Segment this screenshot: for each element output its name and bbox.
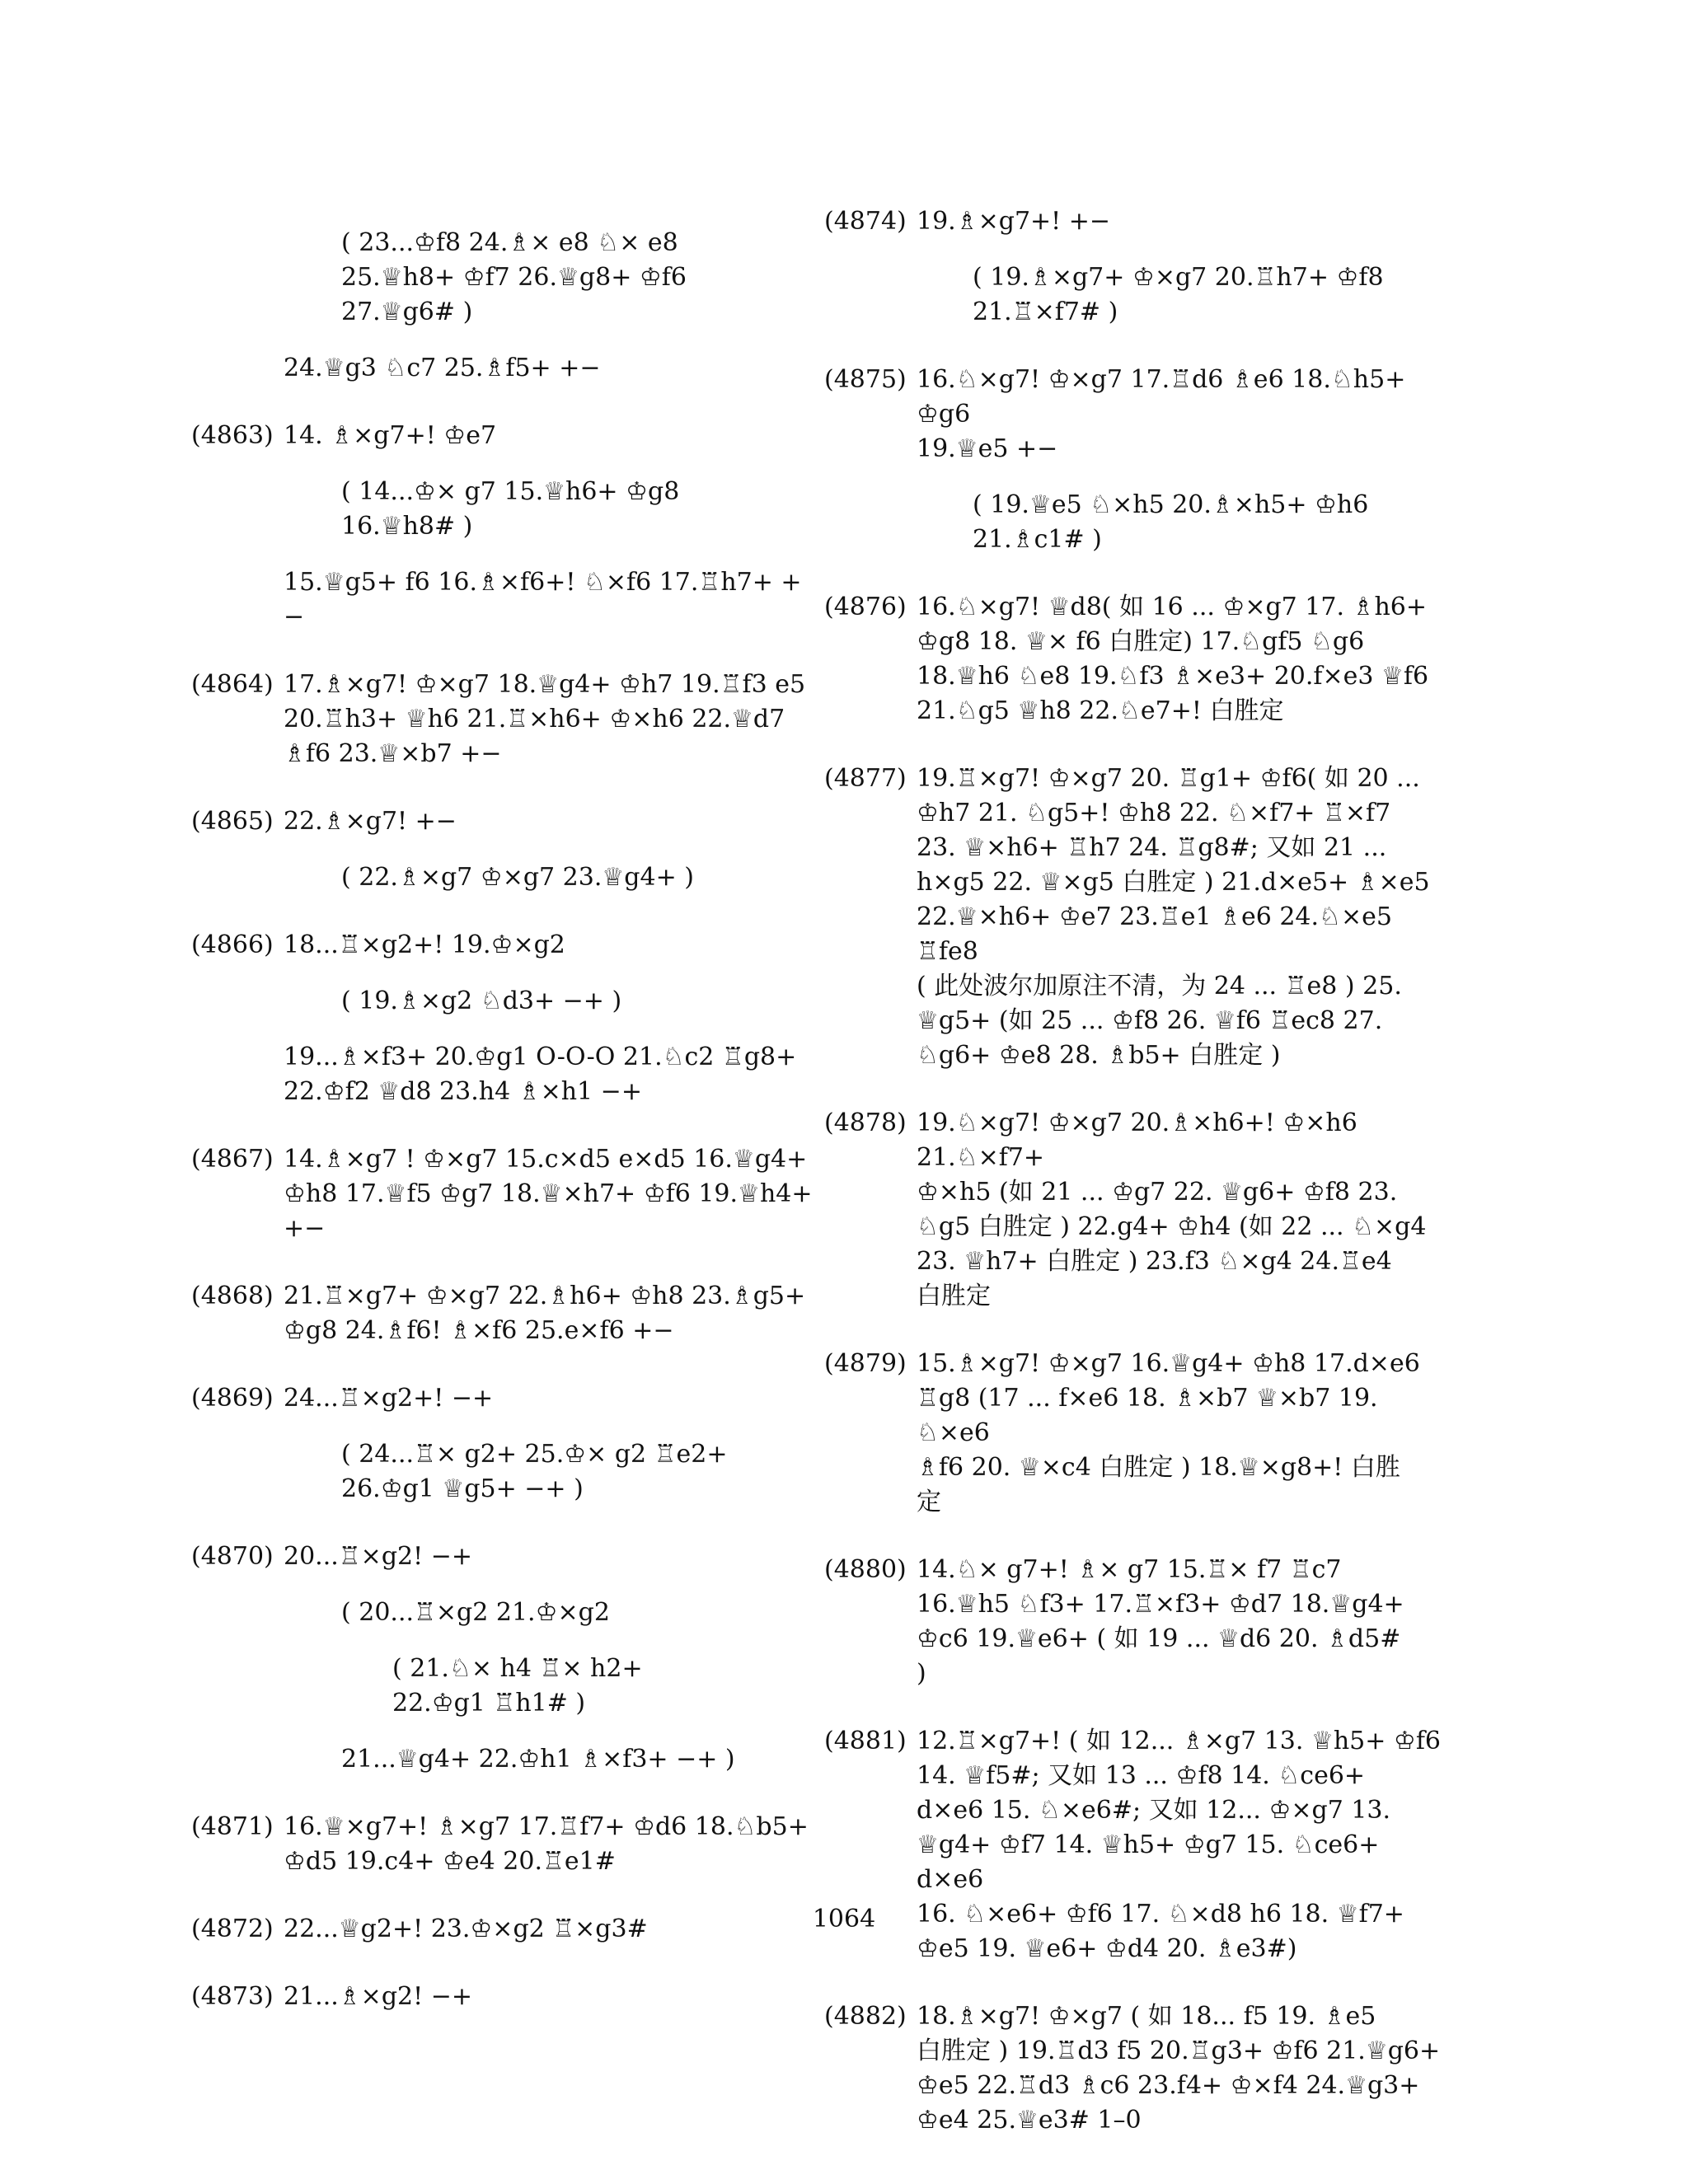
move-line: 24...♖×g2+! −+	[284, 1384, 494, 1413]
move-line: 15.♗×g7! ♔×g7 16.♕g4+ ♔h8 17.d×e6 ♖g8 (17 ... f×e6 18. ♗×b7 ♕×b7 19. ♘×e6 ♗f6 20. ♕×c4 白胜定 ) 18.♕×g8+! 白胜 定	[917, 1349, 1420, 1516]
variation-line: ( 23...♔f8 24.♗× e8 ♘× e8 25.♕h8+ ♔f7 26.♕g8+ ♔f6 27.♕g6# )	[341, 228, 687, 326]
problem-number: (4871)	[191, 1812, 274, 1841]
variation-line: ( 22.♗×g7 ♔×g7 23.♕g4+ )	[341, 863, 694, 892]
problem-number: (4882)	[824, 2002, 907, 2031]
problem-entry	[191, 1980, 818, 2014]
move-line: 16.♕×g7+! ♗×g7 17.♖f7+ ♔d6 18.♘b5+ ♔d5 19.c4+ ♔e4 20.♖e1#	[284, 1812, 809, 1876]
move-line: 19.♖×g7! ♔×g7 20. ♖g1+ ♔f6( 如 20 ... ♔h7 21. ♘g5+! ♔h8 22. ♘×f7+ ♖×f7 23. ♕×h6+ ♖h7 24. ♖g8#; 又如 21 ... h×g5 22. ♕×g5 白胜定 ) 21.d×e5+ ♗×e5 22.♕×h6+ ♔e7 23.♖e1 ♗e6 24.♘×e5 ♖fe8 ( 此处波尔加原注不清，为 24 ... ♖e8 ) 25. ♕g5+ (如 25 ... ♔f8 26. ♕f6 ♖ec8 27. ♘g6+ ♔e8 28. ♗b5+ 白胜定 )	[917, 764, 1430, 1070]
problem-entry	[824, 1553, 1451, 1691]
problem-number: (4875)	[824, 365, 907, 394]
problem-entry	[191, 668, 818, 771]
problem-number: (4870)	[191, 1542, 274, 1571]
problem-number: (4876)	[824, 593, 907, 621]
problem-number: (4880)	[824, 1555, 907, 1584]
move-line: 22.♗×g7! +−	[284, 807, 457, 836]
move-line: 21.♖×g7+ ♔×g7 22.♗h6+ ♔h8 23.♗g5+ ♔g8 24.♗f6! ♗×f6 25.e×f6 +−	[284, 1282, 806, 1345]
problem-number: (4878)	[824, 1108, 907, 1137]
problem-entry	[824, 363, 1451, 557]
move-line: 19...♗×f3+ 20.♔g1 O-O-O 21.♘c2 ♖g8+ 22.♔f2 ♕d8 23.h4 ♗×h1 −+	[284, 1043, 797, 1106]
move-line: 22...♕g2+! 23.♔×g2 ♖×g3#	[284, 1915, 648, 1943]
variation-line: 21...♕g4+ 22.♔h1 ♗×f3+ −+ )	[341, 1745, 735, 1774]
move-line: 15.♕g5+ f6 16.♗×f6+! ♘×f6 17.♖h7+ +−	[284, 568, 802, 631]
problem-entry	[191, 1540, 818, 1777]
problem-entry	[191, 1279, 818, 1348]
problem-number: (4872)	[191, 1915, 274, 1943]
move-line: 18...♖×g2+! 19.♔×g2	[284, 930, 565, 959]
move-line: 20...♖×g2! −+	[284, 1542, 472, 1571]
problem-entry	[824, 762, 1451, 1073]
right-column	[824, 204, 1451, 2171]
problem-entry	[191, 1381, 818, 1507]
problem-entry	[191, 226, 818, 386]
problem-number: (4866)	[191, 930, 274, 959]
problem-entry	[191, 1142, 818, 1246]
problem-number: (4868)	[191, 1282, 274, 1310]
problem-number: (4864)	[191, 670, 274, 699]
problem-number: (4865)	[191, 807, 274, 836]
problem-number: (4873)	[191, 1982, 274, 2011]
problem-entry	[824, 204, 1451, 330]
problem-number: (4874)	[824, 207, 907, 236]
move-line: 12.♖×g7+! ( 如 12... ♗×g7 13. ♕h5+ ♔f6 14. ♕f5#; 又如 13 ... ♔f8 14. ♘ce6+ d×e6 15. ♘×e6#; 又如 12... ♔×g7 13. ♕g4+ ♔f7 14. ♕h5+ ♔g7 15. ♘ce6+ d×e6 16. ♘×e6+ ♔f6 17. ♘×d8 h6 18. ♕f7+ ♔e5 19. ♕e6+ ♔d4 20. ♗e3#)	[917, 1727, 1442, 1963]
problem-number: (4877)	[824, 764, 907, 793]
variation-line: ( 19.♗×g2 ♘d3+ −+ )	[341, 987, 622, 1015]
problem-number: (4879)	[824, 1349, 907, 1378]
move-line: 16.♘×g7! ♔×g7 17.♖d6 ♗e6 18.♘h5+ ♔g6 19.♕e5 +−	[917, 365, 1406, 463]
move-line: 14.♘× g7+! ♗× g7 15.♖× f7 ♖c7 16.♕h5 ♘f3+ 17.♖×f3+ ♔d7 18.♕g4+ ♔c6 19.♕e6+ ( 如 19 ... ♕d6 20. ♗d5# )	[917, 1555, 1404, 1688]
problem-entry	[191, 419, 818, 635]
move-line: 18.♗×g7! ♔×g7 ( 如 18... f5 19. ♗e5 白胜定 ) 19.♖d3 f5 20.♖g3+ ♔f6 21.♕g6+ ♔e5 22.♖d3 ♗c6 23.f4+ ♔×f4 24.♕g3+ ♔e4 25.♕e3# 1–0	[917, 2002, 1441, 2135]
move-line: 19.♘×g7! ♔×g7 20.♗×h6+! ♔×h6 21.♘×f7+ ♔×h5 (如 21 ... ♔g7 22. ♕g6+ ♔f8 23. ♘g5 白胜定 ) 22.g4+ ♔h4 (如 22 ... ♘×g4 23. ♕h7+ 白胜定 ) 23.f3 ♘×g4 24.♖e4 白胜定	[917, 1108, 1427, 1310]
problem-entry	[824, 1347, 1451, 1520]
left-column	[191, 204, 818, 2047]
move-line: 19.♗×g7+! +−	[917, 207, 1111, 236]
move-line: 16.♘×g7! ♕d8( 如 16 ... ♔×g7 17. ♗h6+ ♔g8 18. ♕× f6 白胜定) 17.♘gf5 ♘g6 18.♕h6 ♘e8 19.♘f3 ♗×e3+ 20.f×e3 ♕f6 21.♘g5 ♕h8 22.♘e7+! 白胜定	[917, 593, 1429, 725]
variation-line: ( 20...♖×g2 21.♔×g2	[341, 1598, 610, 1627]
variation-line: ( 21.♘× h4 ♖× h2+ 22.♔g1 ♖h1# )	[392, 1654, 643, 1718]
problem-number: (4881)	[824, 1727, 907, 1755]
problem-entry	[191, 1810, 818, 1879]
problem-number: (4869)	[191, 1384, 274, 1413]
problem-number: (4863)	[191, 421, 274, 450]
move-line: 14.♗×g7 ! ♔×g7 15.c×d5 e×d5 16.♕g4+ ♔h8 17.♕f5 ♔g7 18.♕×h7+ ♔f6 19.♕h4+ +−	[284, 1145, 813, 1243]
problem-entry	[824, 590, 1451, 729]
variation-line: ( 24...♖× g2+ 25.♔× g2 ♖e2+ 26.♔g1 ♕g5+ −+ )	[341, 1440, 728, 1503]
move-line: 14. ♗×g7+! ♔e7	[284, 421, 497, 450]
problem-entry	[824, 1999, 1451, 2138]
problem-entry	[824, 1106, 1451, 1314]
variation-line: ( 19.♕e5 ♘×h5 20.♗×h5+ ♔h6 21.♗c1# )	[973, 490, 1369, 554]
move-line: 24.♕g3 ♘c7 25.♗f5+ +−	[284, 354, 601, 382]
problem-entry	[191, 928, 818, 1109]
move-line: 21...♗×g2! −+	[284, 1982, 472, 2011]
problem-number: (4867)	[191, 1145, 274, 1174]
page-number: 1064	[812, 1905, 876, 1933]
move-line: 17.♗×g7! ♔×g7 18.♕g4+ ♔h7 19.♖f3 e5 20.♖h3+ ♕h6 21.♖×h6+ ♔×h6 22.♕d7 ♗f6 23.♕×b7 +−	[284, 670, 806, 768]
variation-line: ( 14...♔× g7 15.♕h6+ ♔g8 16.♕h8# )	[341, 477, 680, 541]
problem-entry	[191, 804, 818, 895]
variation-line: ( 19.♗×g7+ ♔×g7 20.♖h7+ ♔f8 21.♖×f7# )	[973, 263, 1384, 326]
